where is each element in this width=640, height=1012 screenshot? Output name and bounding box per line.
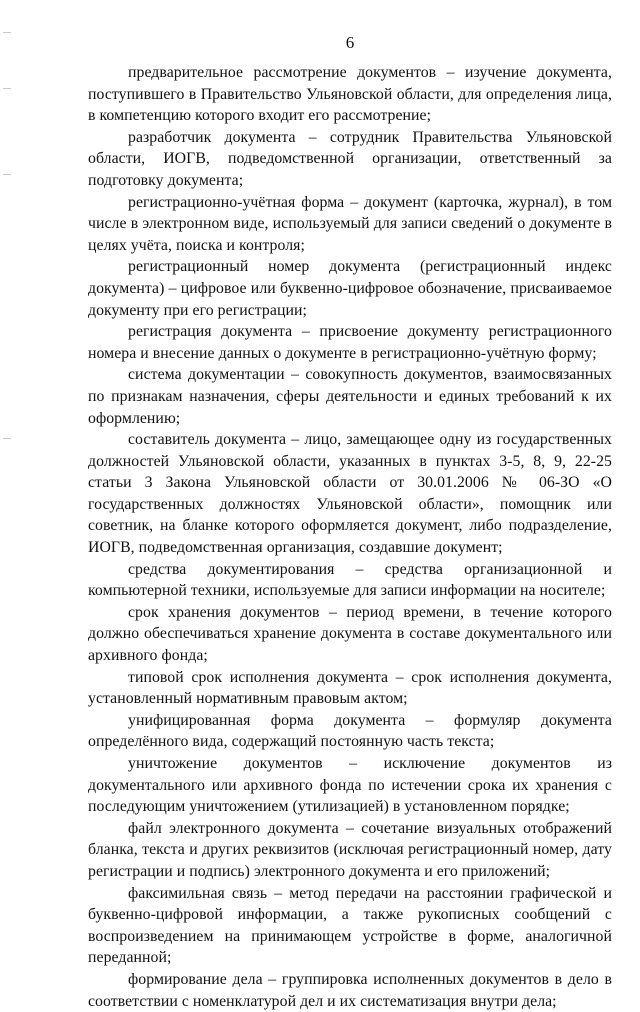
paragraph-11: унифицированная форма документа – формуляр документа определённого вида, содержащий постоянную часть текста; <box>88 711 612 751</box>
paragraph-4: регистрационный номер документа (регистрационный индекс документа) – цифровое или буквенно-цифровое обозначение, присваиваемое документу при его регистрации; <box>88 258 612 319</box>
margin-scan-mark <box>3 174 11 175</box>
paragraph-3: регистрационно-учётная форма – документ (карточка, журнал), в том числе в электронном виде, используемый для записи сведений о документе в целях учёта, поиска и контроля; <box>88 193 612 254</box>
paragraph-13: файл электронного документа – сочетание визуальных отображений бланка, текста и других реквизитов (исключая регистрационный номер, дату регистрации и подпись) электронного документа и его приложений; <box>88 819 612 880</box>
paragraph-8: средства документирования – средства организационной и компьютерной техники, используемые для записи информации на носителе; <box>88 560 612 600</box>
margin-scan-mark <box>3 32 11 33</box>
paragraph-2: разработчик документа – сотрудник Правительства Ульяновской области, ИОГВ, подведомственной организации, ответственный за подготовку документа; <box>88 128 612 189</box>
page-number: 6 <box>345 33 355 52</box>
paragraph-5: регистрация документа – присвоение документу регистрационного номера и внесение данных о документе в регистрационно-учётную форму; <box>88 323 612 362</box>
paragraph-9: срок хранения документов – период времени, в течение которого должно обеспечиваться хранение документа в составе документального или архивного фонда; <box>88 603 612 665</box>
margin-scan-mark <box>3 88 11 89</box>
paragraph-12: уничтожение документов – исключение документов из документального или архивного фонда по истечении срока их хранения с последующим уничтожением (утилизацией) в установленном порядке; <box>88 755 612 816</box>
paragraph-15: формирование дела – группировка исполненных документов в дело в соответствии с номенклатурой дел и их систематизация внутри дела; <box>88 970 612 1010</box>
paragraph-10: типовой срок исполнения документа – срок исполнения документа, установленный нормативным правовым актом; <box>88 668 612 708</box>
paragraph-1: предварительное рассмотрение документов – изучение документа, поступившего в Правительство Ульяновской области, для определения лица, в компетенцию которого входит его рассмотрение; <box>88 64 612 125</box>
margin-scan-mark <box>3 438 11 439</box>
paragraph-14: факсимильная связь – метод передачи на расстоянии графической и буквенно-цифровой информации, а также рукописных сообщений с воспроизведением на принимающем устройстве в форме, аналогичной переданной; <box>88 884 612 967</box>
paragraph-6: система документации – совокупность документов, взаимосвязанных по признакам назначения, сферы деятельности и единых требований к их оформлению; <box>88 366 612 427</box>
paragraph-7: составитель документа – лицо, замещающее одну из государственных должностей Ульяновской области, указанных в пунктах 3-5, 8, 9, 22-25 статьи 3 Закона Ульяновской области от 30.01.2006 № 06-ЗО «О государственных должностях Ульяновской области», помощник или советник, на бланке которого оформляется документ, либо подразделение, ИОГВ, подведомственная организация, создавшие документ; <box>88 431 612 557</box>
